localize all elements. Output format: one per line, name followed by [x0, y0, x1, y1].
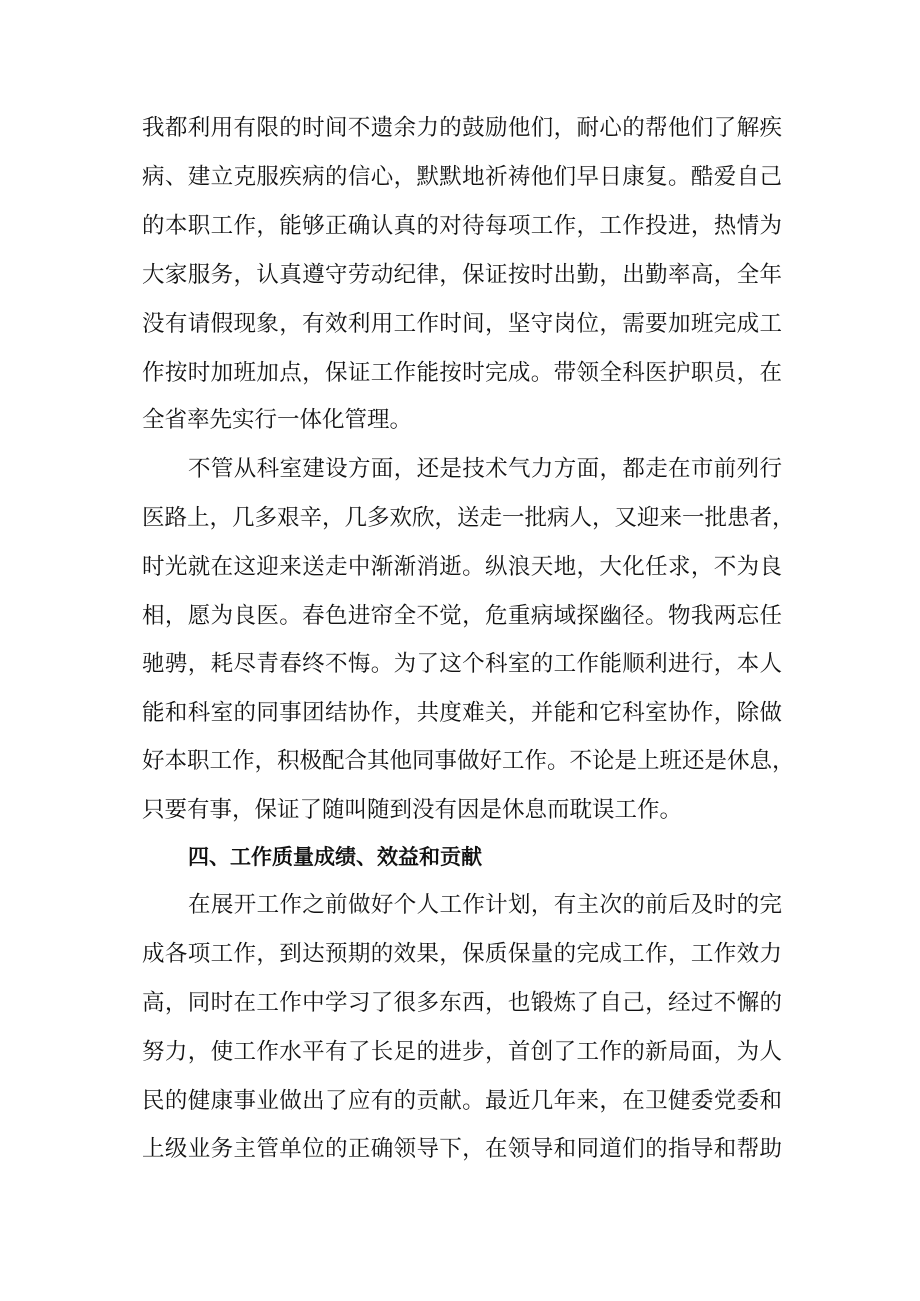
paragraph-1-line-3: 的本职工作，能够正确认真的对待每项工作，工作投进，热情为: [142, 213, 782, 239]
paragraph-2-line-8: 只要有事，保证了随叫随到没有因是休息而耽误工作。: [142, 797, 683, 823]
paragraph-2-line-2: 医路上，几多艰辛，几多欢欣，送走一批病人，又迎来一批患者，: [142, 505, 795, 531]
paragraph-1-line-1: 我都利用有限的时间不遗余力的鼓励他们，耐心的帮他们了解疾: [142, 115, 782, 141]
paragraph-3-line-3: 高，同时在工作中学习了很多东西，也锻炼了自己，经过不懈的: [142, 990, 782, 1016]
paragraph-3-line-5: 民的健康事业做出了应有的贡献。最近几年来，在卫健委党委和: [142, 1088, 782, 1114]
paragraph-3-line-4: 努力，使工作水平有了长足的进步，首创了工作的新局面，为人: [142, 1039, 782, 1065]
paragraph-3-line-2: 成各项工作，到达预期的效果，保质保量的完成工作，工作效力: [142, 941, 782, 967]
paragraph-1-line-6: 作按时加班加点，保证工作能按时完成。带领全科医护职员，在: [142, 360, 782, 386]
paragraph-1-line-5: 没有请假现象，有效利用工作时间，坚守岗位，需要加班完成工: [142, 311, 782, 337]
paragraph-2-line-7: 好本职工作，积极配合其他同事做好工作。不论是上班还是休息，: [142, 748, 795, 774]
paragraph-1-line-4: 大家服务，认真遵守劳动纪律，保证按时出勤，出勤率高，全年: [142, 262, 782, 288]
paragraph-2-line-1: 不管从科室建设方面，还是技术气力方面，都走在市前列行: [188, 456, 782, 482]
paragraph-2-line-4: 相，愿为良医。春色进帘全不觉，危重病域探幽径。物我两忘任: [142, 603, 782, 629]
paragraph-2-line-3: 时光就在这迎来送走中渐渐消逝。纵浪天地，大化任求，不为良: [142, 554, 782, 580]
paragraph-1-line-7: 全省率先实行一体化管理。: [142, 407, 413, 433]
paragraph-3-line-1: 在展开工作之前做好个人工作计划，有主次的前后及时的完: [188, 892, 782, 918]
paragraph-1-line-2: 病、建立克服疾病的信心，默默地祈祷他们早日康复。酷爱自己: [142, 164, 782, 190]
paragraph-3-line-6: 上级业务主管单位的正确领导下，在领导和同道们的指导和帮助: [142, 1136, 782, 1162]
section-heading: 四、工作质量成绩、效益和贡献: [188, 845, 482, 869]
paragraph-2-line-5: 驰骋，耗尽青春终不悔。为了这个科室的工作能顺利进行，本人: [142, 651, 782, 677]
paragraph-2-line-6: 能和科室的同事团结协作，共度难关，并能和它科室协作，除做: [142, 700, 782, 726]
